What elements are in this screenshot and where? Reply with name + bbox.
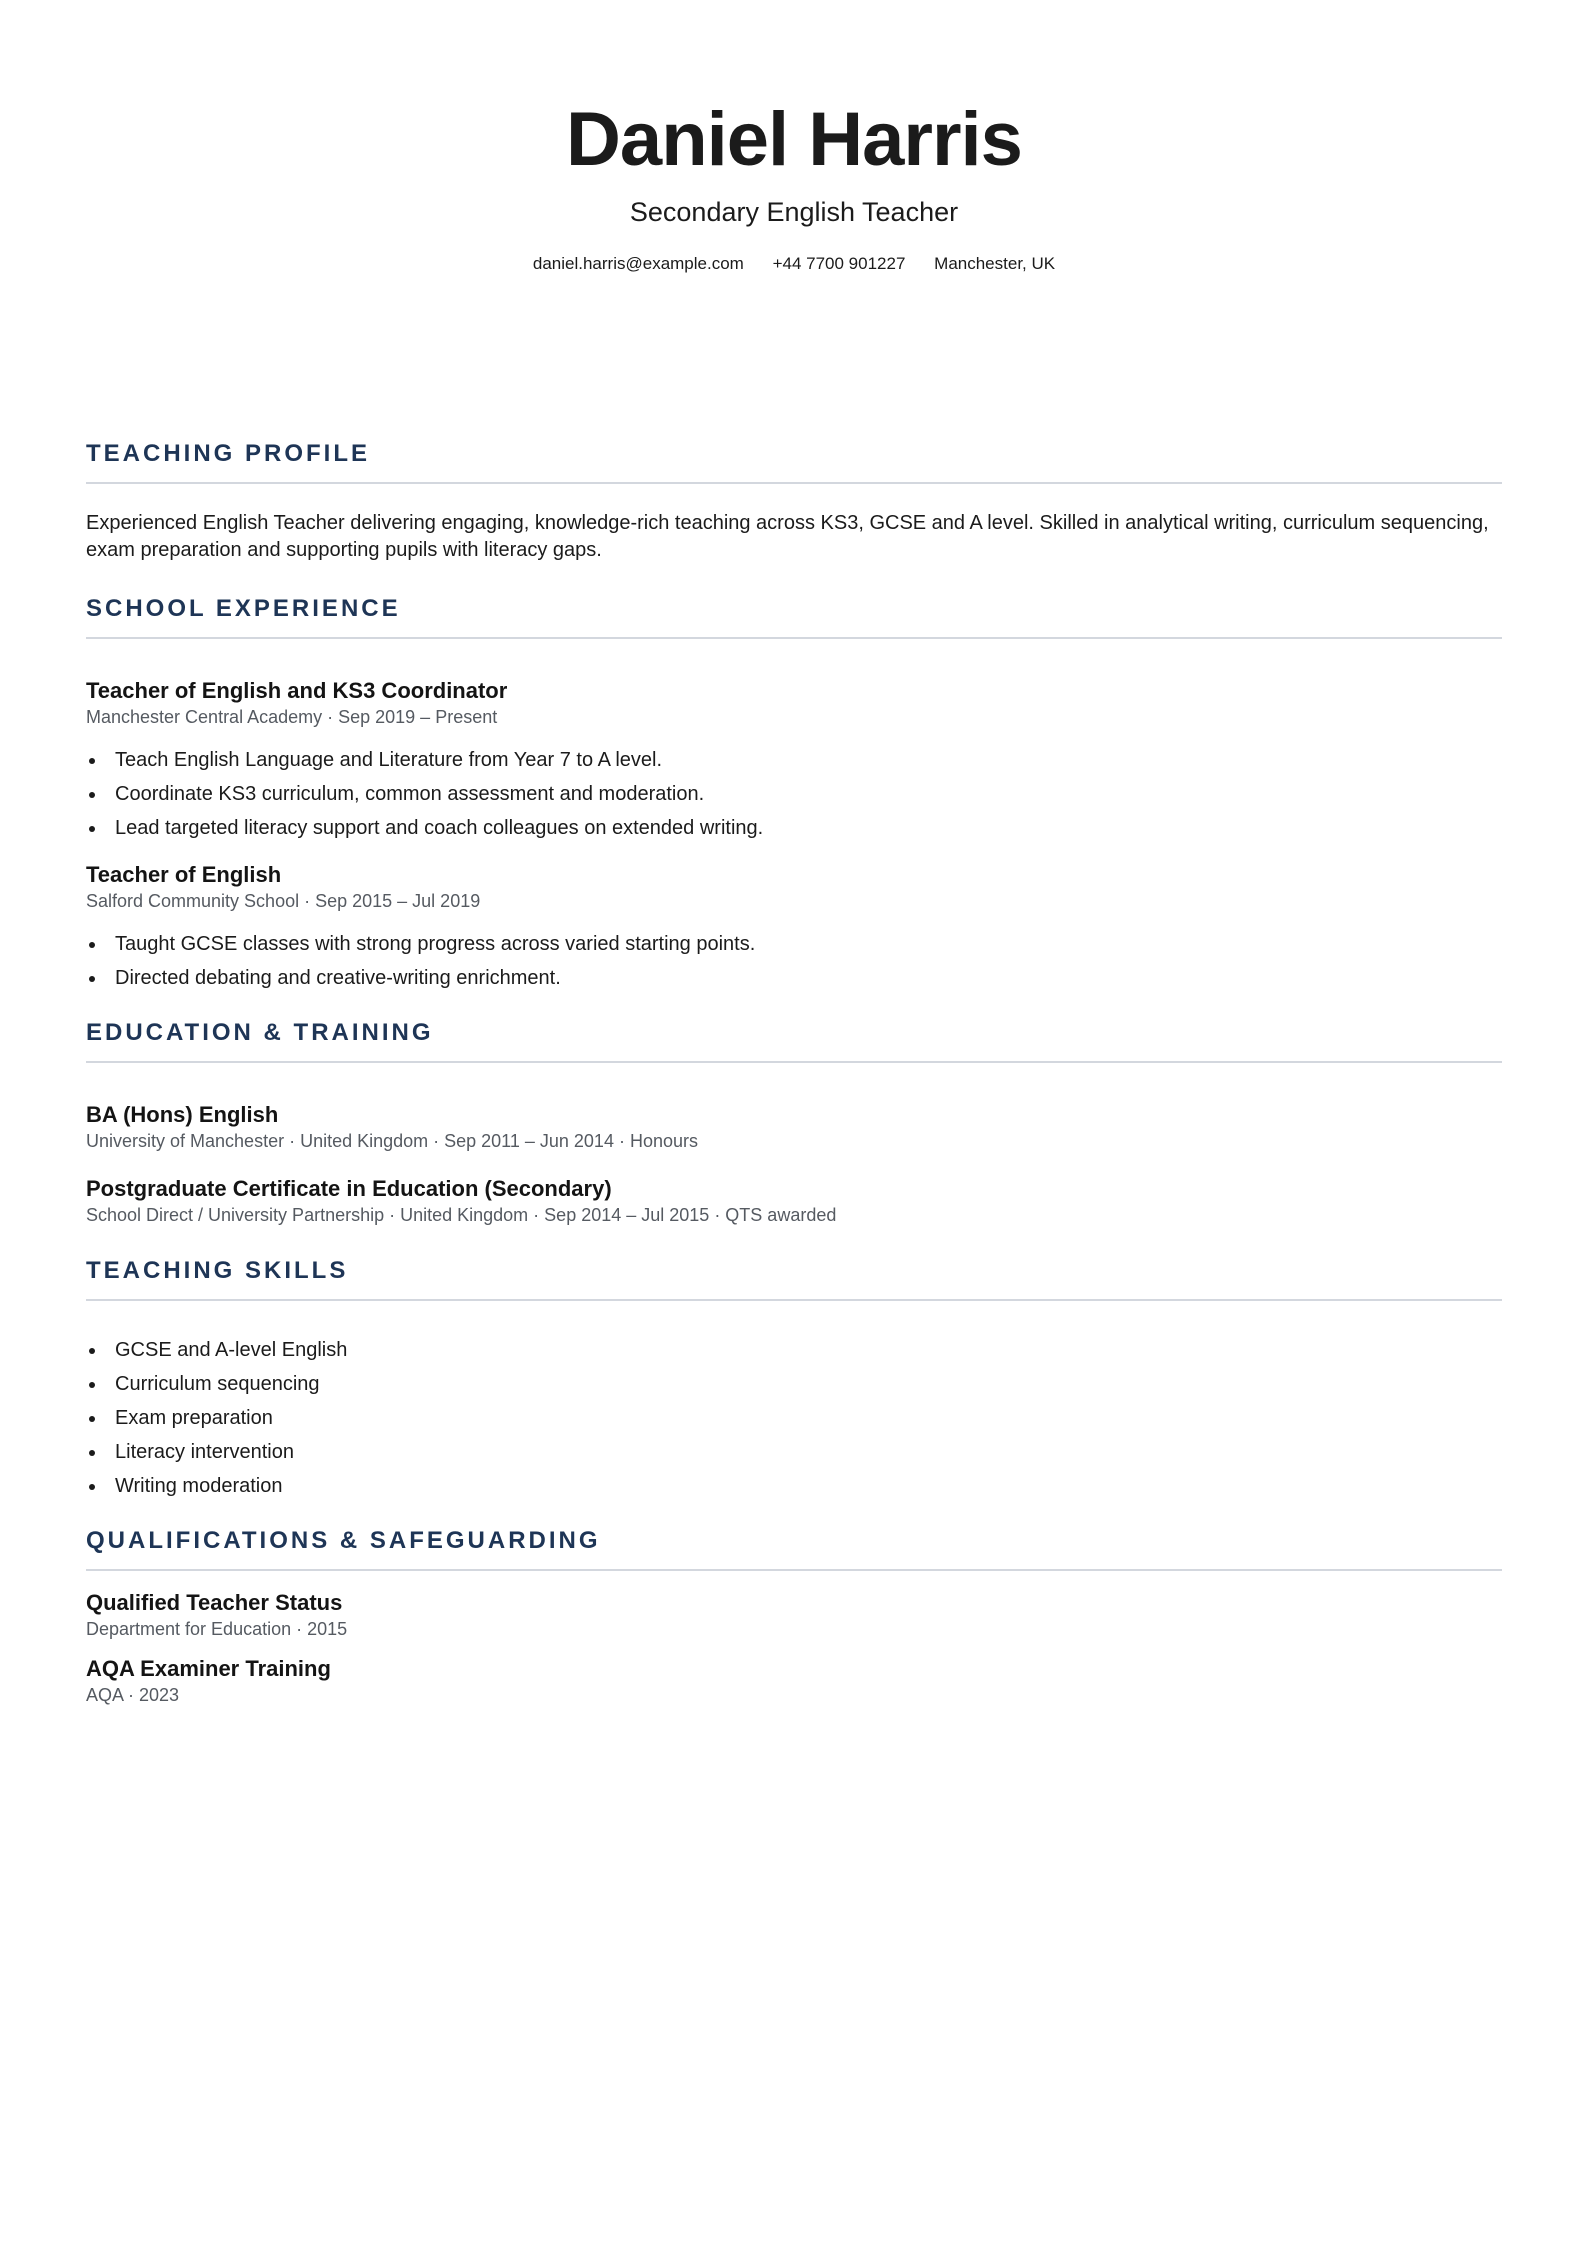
list-item: Teach English Language and Literature from Year 7 to A level. [86,743,1502,777]
degree-meta: School Direct / University Partnership · United Kingdom · Sep 2014 – Jul 2015 · QTS awarded [86,1205,837,1225]
section-title: SCHOOL EXPERIENCE [86,595,401,622]
degree-title: BA (Hons) English [86,1102,279,1127]
section-divider [86,637,1502,639]
degree-meta: University of Manchester · United Kingdom · Sep 2011 – Jun 2014 · Honours [86,1131,698,1151]
section-divider [86,1299,1502,1301]
section-teaching-skills [86,1255,1502,1503]
qualification-entry [86,1655,1502,1707]
education-entry [86,1175,1502,1227]
qualification-meta: AQA · 2023 [86,1685,180,1705]
job-entry [86,861,1502,995]
list-item: Writing moderation [86,1469,1502,1503]
candidate-role: Secondary English Teacher [629,197,959,227]
list-item: Taught GCSE classes with strong progress across varied starting points. [86,927,1502,961]
section-title: QUALIFICATIONS & SAFEGUARDING [86,1527,601,1554]
section-education-training [86,1017,1502,1227]
list-item: Lead targeted literacy support and coach colleagues on extended writing. [86,811,1502,845]
section-school-experience [86,593,1502,995]
list-item: Curriculum sequencing [86,1367,1502,1401]
section-title: EDUCATION & TRAINING [86,1019,434,1046]
degree-title: Postgraduate Certificate in Education (Secondary) [86,1176,612,1201]
contact-phone[interactable]: +44 7700 901227 [772,254,906,273]
job-entry [86,677,1502,845]
list-item: Coordinate KS3 curriculum, common assessment and moderation. [86,777,1502,811]
resume-header [86,0,1502,276]
job-title: Teacher of English and KS3 Coordinator [86,678,508,703]
job-meta: Manchester Central Academy · Sep 2019 – Present [86,707,498,727]
candidate-name: Daniel Harris [566,97,1022,182]
section-title: TEACHING PROFILE [86,440,371,467]
skills-list [86,1333,1502,1503]
list-item: Exam preparation [86,1401,1502,1435]
section-qualifications-safeguarding [86,1525,1502,1707]
education-entry [86,1101,1502,1153]
qualification-meta: Department for Education · 2015 [86,1619,348,1639]
section-teaching-profile [86,438,1502,564]
contact-location: Manchester, UK [934,254,1056,273]
job-meta: Salford Community School · Sep 2015 – Jul 2019 [86,891,481,911]
contact-line [86,252,1502,276]
job-title: Teacher of English [86,862,282,887]
job-bullets [86,743,1502,845]
profile-summary: Experienced English Teacher delivering engaging, knowledge-rich teaching across KS3, GCSE and A level. Skilled in analytical writing, curriculum sequencing, exam preparation and supporting pupils with literacy gaps. [86,512,1489,561]
section-divider [86,1061,1502,1063]
contact-email[interactable]: daniel.harris@example.com [532,254,744,273]
list-item: GCSE and A-level English [86,1333,1502,1367]
section-divider [86,482,1502,484]
section-title: TEACHING SKILLS [86,1257,349,1284]
job-bullets [86,927,1502,995]
section-divider [86,1569,1502,1571]
list-item: Literacy intervention [86,1435,1502,1469]
list-item: Directed debating and creative-writing enrichment. [86,961,1502,995]
qualification-title: AQA Examiner Training [86,1656,331,1681]
qualification-title: Qualified Teacher Status [86,1590,343,1615]
qualification-entry [86,1589,1502,1641]
